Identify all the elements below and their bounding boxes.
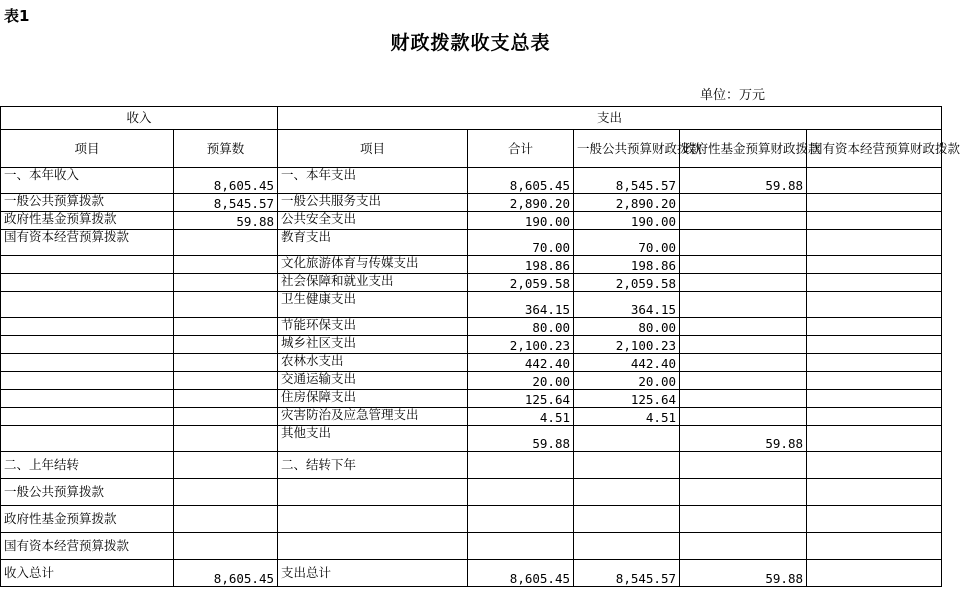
table-row	[1, 452, 942, 479]
income-item-cell: 政府性基金预算拨款	[1, 506, 174, 533]
income-item-header: 项目	[1, 130, 174, 168]
expense-item-cell: 卫生健康支出	[278, 292, 468, 318]
general-budget-cell: 4.51	[574, 408, 680, 426]
fund-budget-cell	[680, 390, 807, 408]
total-cell: 2,890.20	[468, 194, 574, 212]
table-row	[1, 318, 942, 336]
table-number: 表1	[4, 7, 30, 25]
total-cell	[468, 506, 574, 533]
total-cell: 59.88	[468, 426, 574, 452]
general-budget-cell	[574, 479, 680, 506]
total-cell: 4.51	[468, 408, 574, 426]
income-item-cell: 一般公共预算拨款	[1, 194, 174, 212]
income-item-cell	[1, 390, 174, 408]
state-capital-cell	[807, 372, 942, 390]
table-row	[1, 230, 942, 256]
income-value-cell	[174, 274, 278, 292]
table-row	[1, 354, 942, 372]
expense-item-cell: 住房保障支出	[278, 390, 468, 408]
total-cell: 125.64	[468, 390, 574, 408]
income-value-cell	[174, 506, 278, 533]
expense-item-cell: 节能环保支出	[278, 318, 468, 336]
expense-item-cell	[278, 533, 468, 560]
general-budget-cell	[574, 533, 680, 560]
total-cell: 20.00	[468, 372, 574, 390]
table-row	[1, 168, 942, 194]
state-capital-cell	[807, 194, 942, 212]
total-cell: 8,605.45	[468, 168, 574, 194]
income-value-cell: 59.88	[174, 212, 278, 230]
income-value-cell: 8,545.57	[174, 194, 278, 212]
fund-budget-cell	[680, 194, 807, 212]
general-budget-cell: 125.64	[574, 390, 680, 408]
expense-item-cell: 公共安全支出	[278, 212, 468, 230]
general-budget-cell: 80.00	[574, 318, 680, 336]
expense-item-cell: 灾害防治及应急管理支出	[278, 408, 468, 426]
income-value-cell	[174, 426, 278, 452]
budget-table	[0, 106, 960, 587]
fund-budget-cell	[680, 533, 807, 560]
total-cell: 198.86	[468, 256, 574, 274]
state-capital-cell	[807, 506, 942, 533]
income-value-cell	[174, 318, 278, 336]
income-value-cell	[174, 372, 278, 390]
income-value-cell	[174, 336, 278, 354]
income-item-cell	[1, 354, 174, 372]
table-row	[1, 533, 942, 560]
general-budget-cell: 70.00	[574, 230, 680, 256]
fund-budget-cell	[680, 479, 807, 506]
table-row	[1, 479, 942, 506]
income-item-cell: 一般公共预算拨款	[1, 479, 174, 506]
expense-item-cell	[278, 479, 468, 506]
table-row	[1, 506, 942, 533]
general-budget-cell	[574, 506, 680, 533]
income-item-cell: 国有资本经营预算拨款	[1, 230, 174, 256]
general-budget-cell: 20.00	[574, 372, 680, 390]
expense-header: 支出	[278, 107, 942, 130]
table-row	[1, 292, 942, 318]
table-row	[1, 336, 942, 354]
total-cell	[468, 533, 574, 560]
expense-item-cell: 一般公共服务支出	[278, 194, 468, 212]
expense-item-cell: 一、本年支出	[278, 168, 468, 194]
state-capital-cell	[807, 452, 942, 479]
income-item-cell: 国有资本经营预算拨款	[1, 533, 174, 560]
state-capital-cell	[807, 354, 942, 372]
state-capital-cell	[807, 168, 942, 194]
general-budget-header: 一般公共预算财政拨款	[574, 130, 680, 168]
fund-budget-cell	[680, 336, 807, 354]
fund-budget-cell	[680, 408, 807, 426]
expense-item-cell	[278, 506, 468, 533]
general-budget-cell	[574, 452, 680, 479]
table-row	[1, 212, 942, 230]
total-cell: 2,059.58	[468, 274, 574, 292]
general-budget-cell: 442.40	[574, 354, 680, 372]
income-value-cell: 8,605.45	[174, 560, 278, 587]
table-row	[1, 426, 942, 452]
fund-budget-cell	[680, 274, 807, 292]
total-cell: 364.15	[468, 292, 574, 318]
table-row	[1, 408, 942, 426]
total-cell: 8,605.45	[468, 560, 574, 587]
income-item-cell	[1, 274, 174, 292]
table-row	[1, 256, 942, 274]
table-row	[1, 390, 942, 408]
general-budget-cell: 2,059.58	[574, 274, 680, 292]
income-value-cell	[174, 390, 278, 408]
budget-header: 预算数	[174, 130, 278, 168]
income-header: 收入	[1, 107, 278, 130]
income-value-cell	[174, 533, 278, 560]
fund-budget-cell	[680, 256, 807, 274]
expense-item-cell: 支出总计	[278, 560, 468, 587]
general-budget-cell: 2,100.23	[574, 336, 680, 354]
general-budget-cell: 364.15	[574, 292, 680, 318]
state-capital-cell	[807, 318, 942, 336]
income-item-cell: 一、本年收入	[1, 168, 174, 194]
general-budget-cell: 190.00	[574, 212, 680, 230]
expense-item-cell: 文化旅游体育与传媒支出	[278, 256, 468, 274]
expense-item-cell: 农林水支出	[278, 354, 468, 372]
state-capital-cell	[807, 230, 942, 256]
total-header: 合计	[468, 130, 574, 168]
income-value-cell	[174, 408, 278, 426]
income-item-cell	[1, 318, 174, 336]
fund-budget-cell: 59.88	[680, 560, 807, 587]
state-capital-cell	[807, 560, 942, 587]
table-body	[1, 168, 942, 587]
expense-item-header: 项目	[278, 130, 468, 168]
table-row	[1, 274, 942, 292]
income-item-cell: 收入总计	[1, 560, 174, 587]
expense-item-cell: 城乡社区支出	[278, 336, 468, 354]
general-budget-cell	[574, 426, 680, 452]
total-cell	[468, 452, 574, 479]
income-value-cell	[174, 292, 278, 318]
income-item-cell	[1, 336, 174, 354]
expense-item-cell: 社会保障和就业支出	[278, 274, 468, 292]
general-budget-cell: 198.86	[574, 256, 680, 274]
state-capital-cell	[807, 336, 942, 354]
table-row	[1, 194, 942, 212]
state-capital-cell	[807, 274, 942, 292]
fund-budget-cell	[680, 230, 807, 256]
unit-label: 单位：万元	[700, 88, 766, 103]
total-cell: 80.00	[468, 318, 574, 336]
income-value-cell: 8,605.45	[174, 168, 278, 194]
header-row-1	[1, 107, 942, 130]
income-value-cell	[174, 230, 278, 256]
general-budget-cell: 2,890.20	[574, 194, 680, 212]
state-capital-cell	[807, 212, 942, 230]
total-cell: 70.00	[468, 230, 574, 256]
table-row	[1, 560, 942, 587]
fund-budget-cell	[680, 354, 807, 372]
fund-budget-cell	[680, 292, 807, 318]
fund-budget-cell	[680, 318, 807, 336]
income-item-cell	[1, 292, 174, 318]
state-capital-header: 国有资本经营预算财政拨款	[807, 130, 942, 168]
fund-budget-cell	[680, 452, 807, 479]
expense-item-cell: 教育支出	[278, 230, 468, 256]
fund-budget-cell: 59.88	[680, 168, 807, 194]
state-capital-cell	[807, 533, 942, 560]
expense-item-cell: 二、结转下年	[278, 452, 468, 479]
state-capital-cell	[807, 408, 942, 426]
general-budget-cell: 8,545.57	[574, 560, 680, 587]
fund-budget-header: 政府性基金预算财政拨款	[680, 130, 807, 168]
table-row	[1, 372, 942, 390]
income-item-cell	[1, 408, 174, 426]
expense-item-cell: 其他支出	[278, 426, 468, 452]
page-title: 财政拨款收支总表	[390, 32, 551, 54]
income-value-cell	[174, 256, 278, 274]
state-capital-cell	[807, 426, 942, 452]
expense-item-cell: 交通运输支出	[278, 372, 468, 390]
income-value-cell	[174, 452, 278, 479]
fund-budget-cell	[680, 372, 807, 390]
total-cell: 190.00	[468, 212, 574, 230]
income-value-cell	[174, 354, 278, 372]
state-capital-cell	[807, 390, 942, 408]
fund-budget-cell: 59.88	[680, 426, 807, 452]
total-cell	[468, 479, 574, 506]
income-item-cell	[1, 426, 174, 452]
income-item-cell: 二、上年结转	[1, 452, 174, 479]
general-budget-cell: 8,545.57	[574, 168, 680, 194]
income-item-cell: 政府性基金预算拨款	[1, 212, 174, 230]
total-cell: 2,100.23	[468, 336, 574, 354]
state-capital-cell	[807, 292, 942, 318]
fund-budget-cell	[680, 212, 807, 230]
income-item-cell	[1, 256, 174, 274]
income-item-cell	[1, 372, 174, 390]
income-value-cell	[174, 479, 278, 506]
total-cell: 442.40	[468, 354, 574, 372]
state-capital-cell	[807, 479, 942, 506]
header-row-2	[1, 130, 942, 168]
fund-budget-cell	[680, 506, 807, 533]
state-capital-cell	[807, 256, 942, 274]
